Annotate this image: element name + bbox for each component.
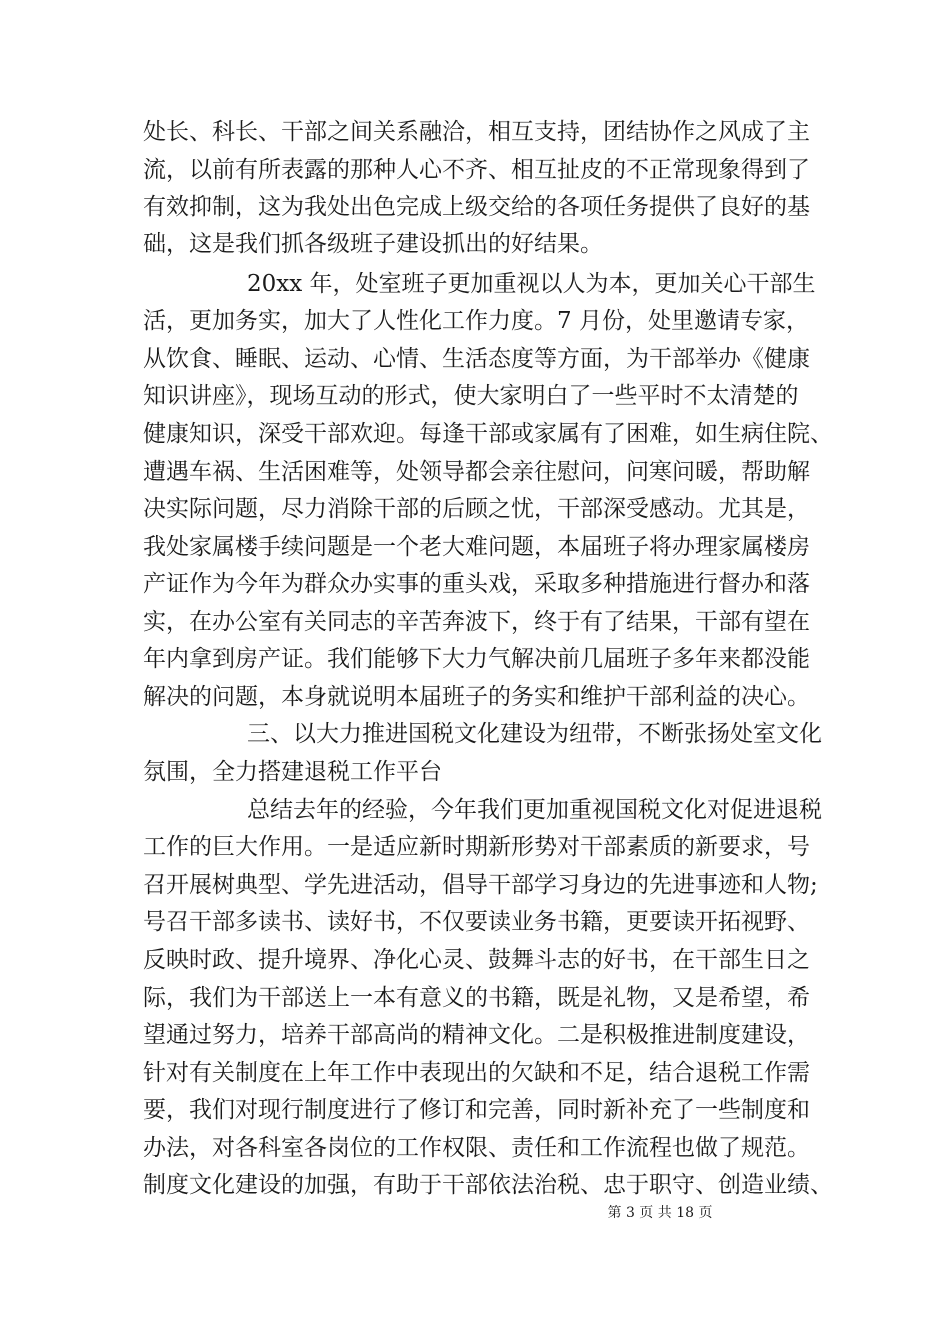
paragraph-first-line: 总结去年的经验，今年我们更加重视国税文化对促进退税 <box>247 797 822 823</box>
paragraph-first-line: 20xx 年，处室班子更加重视以人为本，更加关心干部生 <box>247 271 816 297</box>
text-line: 召开展树典型、学先进活动，倡导干部学习身边的先进事迹和人物; <box>143 872 818 898</box>
text-line: 产证作为今年为群众办实事的重头戏，采取多种措施进行督办和落 <box>143 571 810 597</box>
text-line: 我处家属楼手续问题是一个老大难问题，本届班子将办理家属楼房 <box>143 534 810 560</box>
text-line: 处长、科长、干部之间关系融洽，相互支持，团结协作之风成了主 <box>143 119 810 145</box>
text-line: 健康知识，深受干部欢迎。每逢干部或家属有了困难，如生病住院、 <box>143 421 833 447</box>
text-line: 号召干部多读书、读好书，不仅要读业务书籍，更要读开拓视野、 <box>143 909 810 935</box>
text-line: 办法，对各科室各岗位的工作权限、责任和工作流程也做了规范。 <box>143 1135 810 1161</box>
text-line: 础，这是我们抓各级班子建设抓出的好结果。 <box>143 231 603 257</box>
section-heading-line: 氛围，全力搭建退税工作平台 <box>143 759 442 785</box>
page-number-footer: 第 3 页 共 18 页 <box>607 1205 713 1221</box>
text-line: 望通过努力，培养干部高尚的精神文化。二是积极推进制度建设， <box>143 1022 810 1048</box>
text-line: 流，以前有所表露的那种人心不齐、相互扯皮的不正常现象得到了 <box>143 157 810 183</box>
text-line: 际，我们为干部送上一本有意义的书籍，既是礼物，又是希望，希 <box>143 985 810 1011</box>
text-line: 工作的巨大作用。一是适应新时期新形势对干部素质的新要求，号 <box>143 834 810 860</box>
text-line: 解决的问题，本身就说明本届班子的务实和维护干部利益的决心。 <box>143 684 810 710</box>
text-line: 有效抑制，这为我处出色完成上级交给的各项任务提供了良好的基 <box>143 194 810 220</box>
text-line: 遭遇车祸、生活困难等，处领导都会亲往慰问，问寒问暖，帮助解 <box>143 459 810 485</box>
text-line: 制度文化建设的加强，有助于干部依法治税、忠于职守、创造业绩、 <box>143 1172 833 1198</box>
section-heading-line: 三、以大力推进国税文化建设为纽带，不断张扬处室文化 <box>247 721 822 747</box>
text-line: 实，在办公室有关同志的辛苦奔波下，终于有了结果，干部有望在 <box>143 609 810 635</box>
text-line: 反映时政、提升境界、净化心灵、鼓舞斗志的好书，在干部生日之 <box>143 947 810 973</box>
text-line: 决实际问题，尽力消除干部的后顾之忧，干部深受感动。尤其是， <box>143 496 810 522</box>
text-line: 知识讲座》，现场互动的形式，使大家明白了一些平时不太清楚的 <box>143 383 799 409</box>
text-line: 活，更加务实，加大了人性化工作力度。7 月份，处里邀请专家， <box>143 308 809 334</box>
text-line: 年内拿到房产证。我们能够下大力气解决前几届班子多年来都没能 <box>143 646 810 672</box>
text-line: 要，我们对现行制度进行了修订和完善，同时新补充了一些制度和 <box>143 1097 810 1123</box>
text-line: 针对有关制度在上年工作中表现出的欠缺和不足，结合退税工作需 <box>143 1060 810 1086</box>
text-line: 从饮食、睡眠、运动、心情、生活态度等方面，为干部举办《健康 <box>143 346 810 372</box>
